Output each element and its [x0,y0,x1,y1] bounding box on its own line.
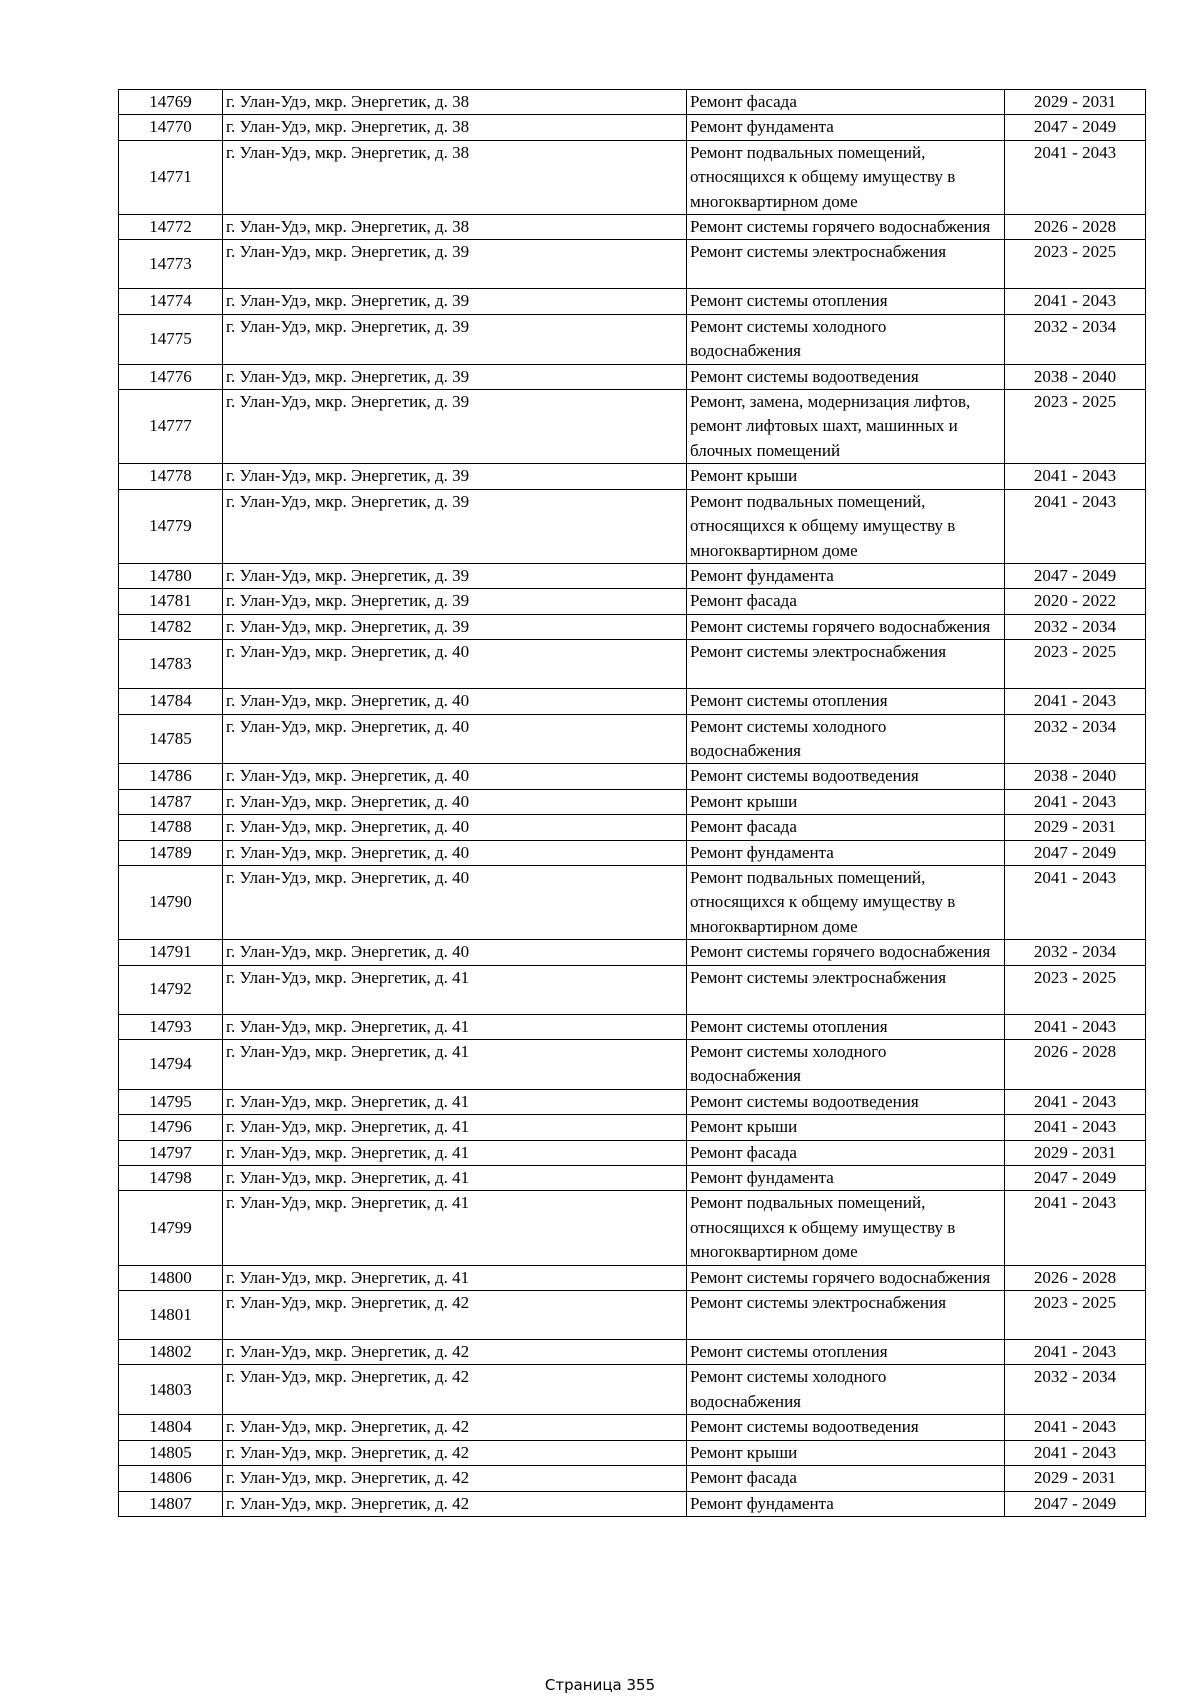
table-row [119,314,1146,364]
row-period: 2023 - 2025 [1005,240,1146,289]
table-row [119,614,1146,639]
row-address: г. Улан-Удэ, мкр. Энергетик, д. 39 [223,589,687,614]
row-address: г. Улан-Удэ, мкр. Энергетик, д. 42 [223,1340,687,1365]
row-period: 2047 - 2049 [1005,1166,1146,1191]
row-work-type: Ремонт крыши [687,789,1005,814]
row-address: г. Улан-Удэ, мкр. Энергетик, д. 40 [223,815,687,840]
row-period: 2047 - 2049 [1005,115,1146,140]
table-row [119,1040,1146,1090]
row-number: 14775 [119,314,223,364]
row-period: 2029 - 2031 [1005,815,1146,840]
row-work-type: Ремонт системы холодного водоснабжения [687,1365,1005,1415]
row-work-type: Ремонт фасада [687,815,1005,840]
row-number: 14807 [119,1491,223,1516]
table-row [119,1340,1146,1365]
table-row [119,1265,1146,1290]
page-number: Страница 355 [544,1676,656,1694]
row-work-type: Ремонт фундамента [687,563,1005,588]
table-row [119,689,1146,714]
row-number: 14799 [119,1191,223,1265]
row-address: г. Улан-Удэ, мкр. Энергетик, д. 40 [223,764,687,789]
row-address: г. Улан-Удэ, мкр. Энергетик, д. 39 [223,464,687,489]
row-address: г. Улан-Удэ, мкр. Энергетик, д. 41 [223,1089,687,1114]
row-work-type: Ремонт системы электроснабжения [687,240,1005,289]
row-address: г. Улан-Удэ, мкр. Энергетик, д. 39 [223,240,687,289]
row-work-type: Ремонт системы горячего водоснабжения [687,215,1005,240]
row-address: г. Улан-Удэ, мкр. Энергетик, д. 38 [223,215,687,240]
table-row [119,390,1146,464]
row-period: 2032 - 2034 [1005,940,1146,965]
row-period: 2032 - 2034 [1005,314,1146,364]
repair-schedule-table [118,89,1146,1517]
row-address: г. Улан-Удэ, мкр. Энергетик, д. 41 [223,1115,687,1140]
row-address: г. Улан-Удэ, мкр. Энергетик, д. 39 [223,563,687,588]
table-row [119,140,1146,214]
row-address: г. Улан-Удэ, мкр. Энергетик, д. 39 [223,364,687,389]
table-row [119,1291,1146,1340]
row-period: 2029 - 2031 [1005,1466,1146,1491]
row-period: 2041 - 2043 [1005,1340,1146,1365]
row-period: 2038 - 2040 [1005,364,1146,389]
table-row [119,940,1146,965]
row-period: 2038 - 2040 [1005,764,1146,789]
row-number: 14782 [119,614,223,639]
table-row [119,1491,1146,1516]
row-work-type: Ремонт системы холодного водоснабжения [687,1040,1005,1090]
row-number: 14796 [119,1115,223,1140]
row-number: 14802 [119,1340,223,1365]
row-number: 14804 [119,1415,223,1440]
row-number: 14787 [119,789,223,814]
table-row [119,464,1146,489]
table-row [119,589,1146,614]
table-row [119,1115,1146,1140]
row-period: 2023 - 2025 [1005,1291,1146,1340]
row-period: 2032 - 2034 [1005,714,1146,764]
row-work-type: Ремонт фундамента [687,840,1005,865]
row-address: г. Улан-Удэ, мкр. Энергетик, д. 42 [223,1365,687,1415]
row-number: 14786 [119,764,223,789]
row-address: г. Улан-Удэ, мкр. Энергетик, д. 42 [223,1440,687,1465]
row-number: 14773 [119,240,223,289]
row-work-type: Ремонт фасада [687,589,1005,614]
row-period: 2041 - 2043 [1005,1191,1146,1265]
row-work-type: Ремонт системы отопления [687,1340,1005,1365]
row-address: г. Улан-Удэ, мкр. Энергетик, д. 40 [223,840,687,865]
row-number: 14790 [119,865,223,939]
row-number: 14798 [119,1166,223,1191]
row-address: г. Улан-Удэ, мкр. Энергетик, д. 42 [223,1415,687,1440]
table-row [119,1466,1146,1491]
row-period: 2041 - 2043 [1005,140,1146,214]
row-period: 2047 - 2049 [1005,840,1146,865]
row-period: 2047 - 2049 [1005,563,1146,588]
row-number: 14785 [119,714,223,764]
table-row [119,240,1146,289]
row-period: 2041 - 2043 [1005,464,1146,489]
row-address: г. Улан-Удэ, мкр. Энергетик, д. 38 [223,115,687,140]
row-work-type: Ремонт крыши [687,1440,1005,1465]
row-number: 14797 [119,1140,223,1165]
row-work-type: Ремонт системы водоотведения [687,364,1005,389]
row-address: г. Улан-Удэ, мкр. Энергетик, д. 40 [223,689,687,714]
row-work-type: Ремонт подвальных помещений, относящихся к общему имуществу в многоквартирном доме [687,865,1005,939]
table-body [119,90,1146,1517]
row-address: г. Улан-Удэ, мкр. Энергетик, д. 41 [223,1140,687,1165]
row-number: 14783 [119,640,223,689]
row-address: г. Улан-Удэ, мкр. Энергетик, д. 42 [223,1491,687,1516]
table-row [119,1089,1146,1114]
row-period: 2047 - 2049 [1005,1491,1146,1516]
row-period: 2041 - 2043 [1005,1440,1146,1465]
row-work-type: Ремонт, замена, модернизация лифтов, ремонт лифтовых шахт, машинных и блочных помещений [687,390,1005,464]
table-row [119,640,1146,689]
row-period: 2041 - 2043 [1005,289,1146,314]
row-work-type: Ремонт системы горячего водоснабжения [687,1265,1005,1290]
row-address: г. Улан-Удэ, мкр. Энергетик, д. 42 [223,1291,687,1340]
table-row [119,115,1146,140]
row-address: г. Улан-Удэ, мкр. Энергетик, д. 40 [223,789,687,814]
row-number: 14791 [119,940,223,965]
row-number: 14784 [119,689,223,714]
row-address: г. Улан-Удэ, мкр. Энергетик, д. 40 [223,865,687,939]
table-row [119,840,1146,865]
table-row [119,714,1146,764]
row-period: 2032 - 2034 [1005,1365,1146,1415]
row-work-type: Ремонт системы горячего водоснабжения [687,940,1005,965]
table-row [119,789,1146,814]
row-number: 14801 [119,1291,223,1340]
row-period: 2026 - 2028 [1005,1040,1146,1090]
row-period: 2041 - 2043 [1005,1089,1146,1114]
row-period: 2041 - 2043 [1005,1115,1146,1140]
row-work-type: Ремонт системы отопления [687,689,1005,714]
row-address: г. Улан-Удэ, мкр. Энергетик, д. 40 [223,714,687,764]
row-address: г. Улан-Удэ, мкр. Энергетик, д. 41 [223,1014,687,1039]
row-number: 14778 [119,464,223,489]
table-row [119,90,1146,115]
row-work-type: Ремонт подвальных помещений, относящихся к общему имуществу в многоквартирном доме [687,140,1005,214]
row-number: 14792 [119,965,223,1014]
row-period: 2023 - 2025 [1005,965,1146,1014]
row-period: 2041 - 2043 [1005,1415,1146,1440]
row-work-type: Ремонт системы холодного водоснабжения [687,714,1005,764]
row-number: 14777 [119,390,223,464]
table-row [119,1140,1146,1165]
row-work-type: Ремонт фундамента [687,1491,1005,1516]
row-address: г. Улан-Удэ, мкр. Энергетик, д. 41 [223,965,687,1014]
row-address: г. Улан-Удэ, мкр. Энергетик, д. 40 [223,640,687,689]
row-number: 14803 [119,1365,223,1415]
row-period: 2041 - 2043 [1005,689,1146,714]
row-number: 14794 [119,1040,223,1090]
row-number: 14800 [119,1265,223,1290]
row-address: г. Улан-Удэ, мкр. Энергетик, д. 39 [223,489,687,563]
row-address: г. Улан-Удэ, мкр. Энергетик, д. 41 [223,1265,687,1290]
row-period: 2041 - 2043 [1005,489,1146,563]
row-number: 14772 [119,215,223,240]
row-address: г. Улан-Удэ, мкр. Энергетик, д. 39 [223,314,687,364]
row-work-type: Ремонт подвальных помещений, относящихся к общему имуществу в многоквартирном доме [687,1191,1005,1265]
row-number: 14769 [119,90,223,115]
row-address: г. Улан-Удэ, мкр. Энергетик, д. 39 [223,289,687,314]
row-address: г. Улан-Удэ, мкр. Энергетик, д. 41 [223,1040,687,1090]
row-number: 14805 [119,1440,223,1465]
row-number: 14780 [119,563,223,588]
row-address: г. Улан-Удэ, мкр. Энергетик, д. 38 [223,90,687,115]
row-number: 14771 [119,140,223,214]
row-number: 14774 [119,289,223,314]
row-number: 14789 [119,840,223,865]
row-work-type: Ремонт системы электроснабжения [687,1291,1005,1340]
table-row [119,764,1146,789]
row-number: 14788 [119,815,223,840]
row-work-type: Ремонт системы отопления [687,289,1005,314]
table-row [119,1191,1146,1265]
row-work-type: Ремонт системы электроснабжения [687,640,1005,689]
row-work-type: Ремонт системы горячего водоснабжения [687,614,1005,639]
row-work-type: Ремонт системы водоотведения [687,764,1005,789]
table-row [119,1440,1146,1465]
row-address: г. Улан-Удэ, мкр. Энергетик, д. 42 [223,1466,687,1491]
row-number: 14793 [119,1014,223,1039]
row-period: 2026 - 2028 [1005,215,1146,240]
table-row [119,563,1146,588]
row-address: г. Улан-Удэ, мкр. Энергетик, д. 40 [223,940,687,965]
row-work-type: Ремонт системы водоотведения [687,1089,1005,1114]
row-work-type: Ремонт фасада [687,90,1005,115]
row-period: 2023 - 2025 [1005,640,1146,689]
row-period: 2029 - 2031 [1005,1140,1146,1165]
row-number: 14776 [119,364,223,389]
row-work-type: Ремонт крыши [687,464,1005,489]
table-row [119,1365,1146,1415]
row-number: 14806 [119,1466,223,1491]
row-period: 2041 - 2043 [1005,865,1146,939]
row-address: г. Улан-Удэ, мкр. Энергетик, д. 39 [223,614,687,639]
row-work-type: Ремонт фундамента [687,115,1005,140]
row-period: 2020 - 2022 [1005,589,1146,614]
row-work-type: Ремонт фундамента [687,1166,1005,1191]
row-period: 2041 - 2043 [1005,789,1146,814]
row-work-type: Ремонт системы отопления [687,1014,1005,1039]
row-period: 2041 - 2043 [1005,1014,1146,1039]
row-work-type: Ремонт подвальных помещений, относящихся к общему имуществу в многоквартирном доме [687,489,1005,563]
row-address: г. Улан-Удэ, мкр. Энергетик, д. 38 [223,140,687,214]
row-period: 2032 - 2034 [1005,614,1146,639]
row-period: 2026 - 2028 [1005,1265,1146,1290]
row-work-type: Ремонт системы холодного водоснабжения [687,314,1005,364]
row-address: г. Улан-Удэ, мкр. Энергетик, д. 41 [223,1191,687,1265]
row-number: 14779 [119,489,223,563]
table-row [119,364,1146,389]
table-row [119,965,1146,1014]
table-row [119,289,1146,314]
row-number: 14795 [119,1089,223,1114]
row-work-type: Ремонт фасада [687,1466,1005,1491]
row-work-type: Ремонт системы электроснабжения [687,965,1005,1014]
row-address: г. Улан-Удэ, мкр. Энергетик, д. 41 [223,1166,687,1191]
row-work-type: Ремонт крыши [687,1115,1005,1140]
table-row [119,815,1146,840]
row-period: 2029 - 2031 [1005,90,1146,115]
row-number: 14781 [119,589,223,614]
row-work-type: Ремонт фасада [687,1140,1005,1165]
row-number: 14770 [119,115,223,140]
table-row [119,865,1146,939]
row-address: г. Улан-Удэ, мкр. Энергетик, д. 39 [223,390,687,464]
table-row [119,1166,1146,1191]
row-period: 2023 - 2025 [1005,390,1146,464]
row-work-type: Ремонт системы водоотведения [687,1415,1005,1440]
table-row [119,489,1146,563]
table-row [119,1014,1146,1039]
table-row [119,1415,1146,1440]
table-row [119,215,1146,240]
